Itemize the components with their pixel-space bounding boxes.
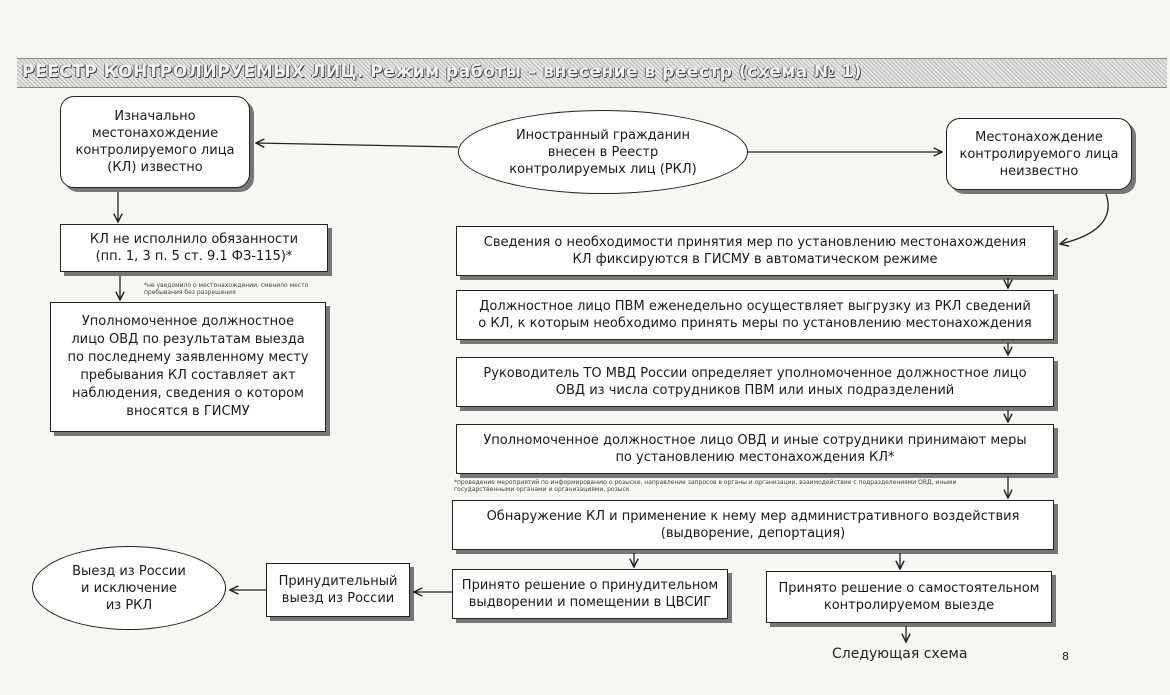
node-line: по последнему заявленному месту <box>67 350 309 365</box>
node-line: Местонахождение <box>975 129 1103 145</box>
node-line: Должностное лицо ПВМ еженедельно осуществляет выгрузку из РКЛ сведений <box>479 299 1031 314</box>
node-line: выезд из России <box>281 591 395 606</box>
node-line: контролируемого лица <box>75 143 235 158</box>
node-line: ОВД из числа сотрудников ПВМ или иных подразделений <box>555 383 955 398</box>
node-line: Выезд из России <box>72 563 186 579</box>
node-line: по установлению местонахождения КЛ* <box>615 450 895 465</box>
node-line: выдворении и помещении в ЦВСИГ <box>468 595 712 610</box>
node-line: вносятся в ГИСМУ <box>126 404 250 419</box>
node-line: КЛ фиксируются в ГИСМУ в автоматическом режиме <box>572 252 938 267</box>
node-line: внесен в Реестр <box>547 144 659 160</box>
node-line: Сведения о необходимости принятия мер по установлению местонахождения <box>483 235 1027 250</box>
node-line: Принято решение о принудительном <box>461 578 719 593</box>
node-line: Уполномоченное должностное <box>81 314 295 329</box>
node-line: контролируемом выезде <box>823 598 995 613</box>
node-line: КЛ не исполнило обязанности <box>89 232 299 247</box>
node-line: контролируемого лица <box>959 146 1119 162</box>
node-line: Иностранный гражданин <box>515 127 691 143</box>
arrow-to-initially-known <box>256 143 458 147</box>
node-line: Руководитель ТО МВД России определяет уполномоченное должностное лицо <box>483 366 1027 381</box>
node-line: пребывания КЛ составляет акт <box>80 368 296 383</box>
note-left: *не уведомило о местонахождении, сменило место пребывания без разрешения <box>144 282 309 296</box>
node-line: Уполномоченное должностное лицо ОВД и иные сотрудники принимают меры <box>483 433 1027 448</box>
node-line: Обнаружение КЛ и применение к нему мер административного воздействия <box>486 509 1020 524</box>
page-number: 8 <box>1062 650 1069 663</box>
node-line: неизвестно <box>999 163 1079 179</box>
node-line: местонахождение <box>91 126 219 141</box>
note-center: *проведение мероприятий по информированию о розыске, направление запросов в органы и организации, взаимодействие с подразделениями ОВД, иными государственными органами и организациями, розыск <box>454 479 957 493</box>
node-line: (КЛ) известно <box>107 160 203 175</box>
node-line: (пп. 1, 3 п. 5 ст. 9.1 ФЗ-115)* <box>95 249 293 264</box>
node-line: о КЛ, к которым необходимо принять меры по установлению местонахождения <box>478 316 1032 331</box>
node-line: Изначально <box>114 109 196 124</box>
page-title: РЕЕСТР КОНТРОЛИРУЕМЫХ ЛИЦ. Режим работы – внесение в реестр (схема № 1) <box>22 62 862 82</box>
node-line: контролируемых лиц (РКЛ) <box>509 161 697 177</box>
node-line: наблюдения, сведения о котором <box>72 386 304 401</box>
node-line: лицо ОВД по результатам выезда <box>71 332 305 347</box>
node-line: из РКЛ <box>105 597 153 613</box>
node-line: Принудительный <box>278 574 398 589</box>
node-line: (выдворение, депортация) <box>660 526 846 541</box>
next-scheme-link[interactable]: Следующая схема <box>832 646 968 662</box>
arrow-to-gismu-auto <box>1060 194 1108 244</box>
node-line: Принято решение о самостоятельном <box>778 581 1040 596</box>
node-line: и исключение <box>81 580 177 596</box>
